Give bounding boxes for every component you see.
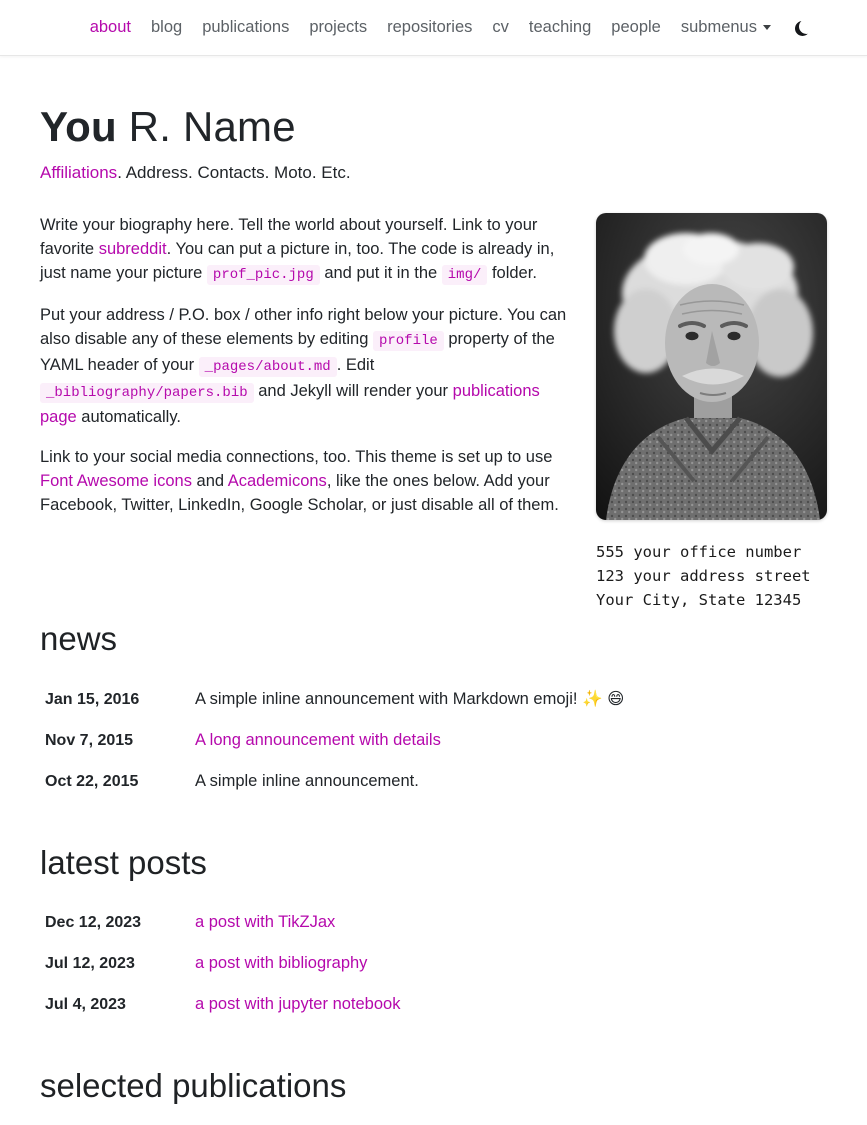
code-profile: profile — [373, 331, 444, 351]
nav-item-people[interactable]: people — [611, 18, 661, 36]
nav-item-blog[interactable]: blog — [150, 18, 183, 36]
selected-publications-heading: selected publications — [40, 1067, 347, 1104]
address-block — [596, 540, 827, 612]
post-row — [40, 984, 827, 1025]
latest-posts-section — [40, 844, 827, 1025]
news-table — [40, 678, 827, 802]
nav-item-projects[interactable]: projects — [309, 18, 368, 36]
news-row — [40, 761, 827, 802]
latest-posts-heading: latest posts — [40, 844, 207, 881]
post-row — [40, 943, 827, 984]
news-date: Nov 7, 2015 — [45, 732, 134, 749]
post-date: Dec 12, 2023 — [45, 914, 142, 931]
text-segment: Link to your social media connections, too. This theme is set up to use — [40, 448, 553, 466]
nav-item-about[interactable]: about — [89, 18, 131, 36]
subtitle-text: . Address. Contacts. Moto. Etc. — [117, 163, 351, 182]
text-segment: Write your biography here. Tell the world about yourself. Link to your favorite — [40, 216, 538, 258]
profile-block — [596, 213, 827, 612]
post-date: Jul 4, 2023 — [45, 996, 126, 1013]
publications-page-link[interactable]: publications page — [40, 382, 540, 426]
nav-item-submenus[interactable] — [671, 12, 781, 43]
about-page — [40, 56, 827, 1105]
post-date: Jul 12, 2023 — [45, 955, 135, 972]
text-segment: folder. — [487, 264, 537, 282]
dark-mode-toggle[interactable] — [795, 16, 819, 40]
subreddit-link[interactable]: subreddit — [98, 240, 167, 258]
first-name: You — [40, 103, 117, 150]
navbar-links — [40, 0, 827, 55]
news-announcement-link[interactable]: A long announcement with details — [195, 731, 441, 749]
text-segment: and put it in the — [319, 264, 442, 282]
academicons-link[interactable]: Academicons — [227, 472, 327, 490]
text-segment: , like the ones below. Add your Facebook, Twitter, LinkedIn, Google Scholar, or just disable all of them. — [40, 472, 559, 514]
page-title — [40, 103, 827, 151]
code-prof-pic: prof_pic.jpg — [207, 265, 320, 285]
biography-section — [40, 213, 827, 609]
address-line: 123 your address street — [596, 567, 811, 585]
portrait-image — [596, 213, 827, 520]
font-awesome-link[interactable]: Font Awesome icons — [40, 472, 192, 490]
text-segment: and Jekyll will render your — [253, 382, 453, 400]
text-segment: . You can put a picture in, too. The code is already in, just name your picture — [40, 240, 555, 282]
text-segment: Put your address / P.O. box / other info right below your picture. You can also disable any of these elements by editing — [40, 306, 567, 348]
affiliations-link[interactable]: Affiliations — [40, 163, 118, 182]
news-date: Jan 15, 2016 — [45, 691, 140, 708]
post-link-jupyter[interactable]: a post with jupyter notebook — [195, 995, 401, 1013]
news-heading: news — [40, 620, 118, 657]
text-segment: property of the YAML header of your — [40, 330, 555, 374]
page-subtitle — [40, 163, 827, 183]
news-text: A simple inline announcement. — [195, 772, 419, 790]
text-segment: automatically. — [76, 408, 181, 426]
post-row — [40, 902, 827, 943]
selected-publications-section — [40, 1067, 827, 1105]
navbar — [0, 0, 867, 56]
chevron-down-icon — [763, 25, 771, 30]
last-name: R. Name — [116, 103, 296, 150]
news-date: Oct 22, 2015 — [45, 773, 139, 790]
post-link-tikzjax[interactable]: a post with TikZJax — [195, 913, 336, 931]
nav-item-repositories[interactable]: repositories — [387, 18, 473, 36]
nav-item-submenus-label: submenus — [680, 18, 757, 36]
text-segment: and — [191, 472, 228, 490]
moon-icon — [799, 19, 814, 34]
code-img-folder: img/ — [442, 265, 488, 285]
posts-table — [40, 902, 827, 1025]
address-line: 555 your office number — [596, 543, 802, 561]
code-papers-bib: _bibliography/papers.bib — [40, 383, 254, 403]
address-line: Your City, State 12345 — [596, 591, 802, 609]
news-text: A simple inline announcement with Markdown emoji! ✨ 😄 — [195, 690, 625, 708]
news-row — [40, 678, 827, 720]
nav-item-teaching[interactable]: teaching — [528, 18, 592, 36]
text-segment: . Edit — [336, 356, 375, 374]
code-about-md: _pages/about.md — [199, 357, 337, 377]
profile-photo — [596, 213, 827, 520]
nav-item-cv[interactable]: cv — [492, 18, 509, 36]
nav-item-publications[interactable]: publications — [202, 18, 290, 36]
post-link-bibliography[interactable]: a post with bibliography — [195, 954, 368, 972]
news-row — [40, 720, 827, 761]
